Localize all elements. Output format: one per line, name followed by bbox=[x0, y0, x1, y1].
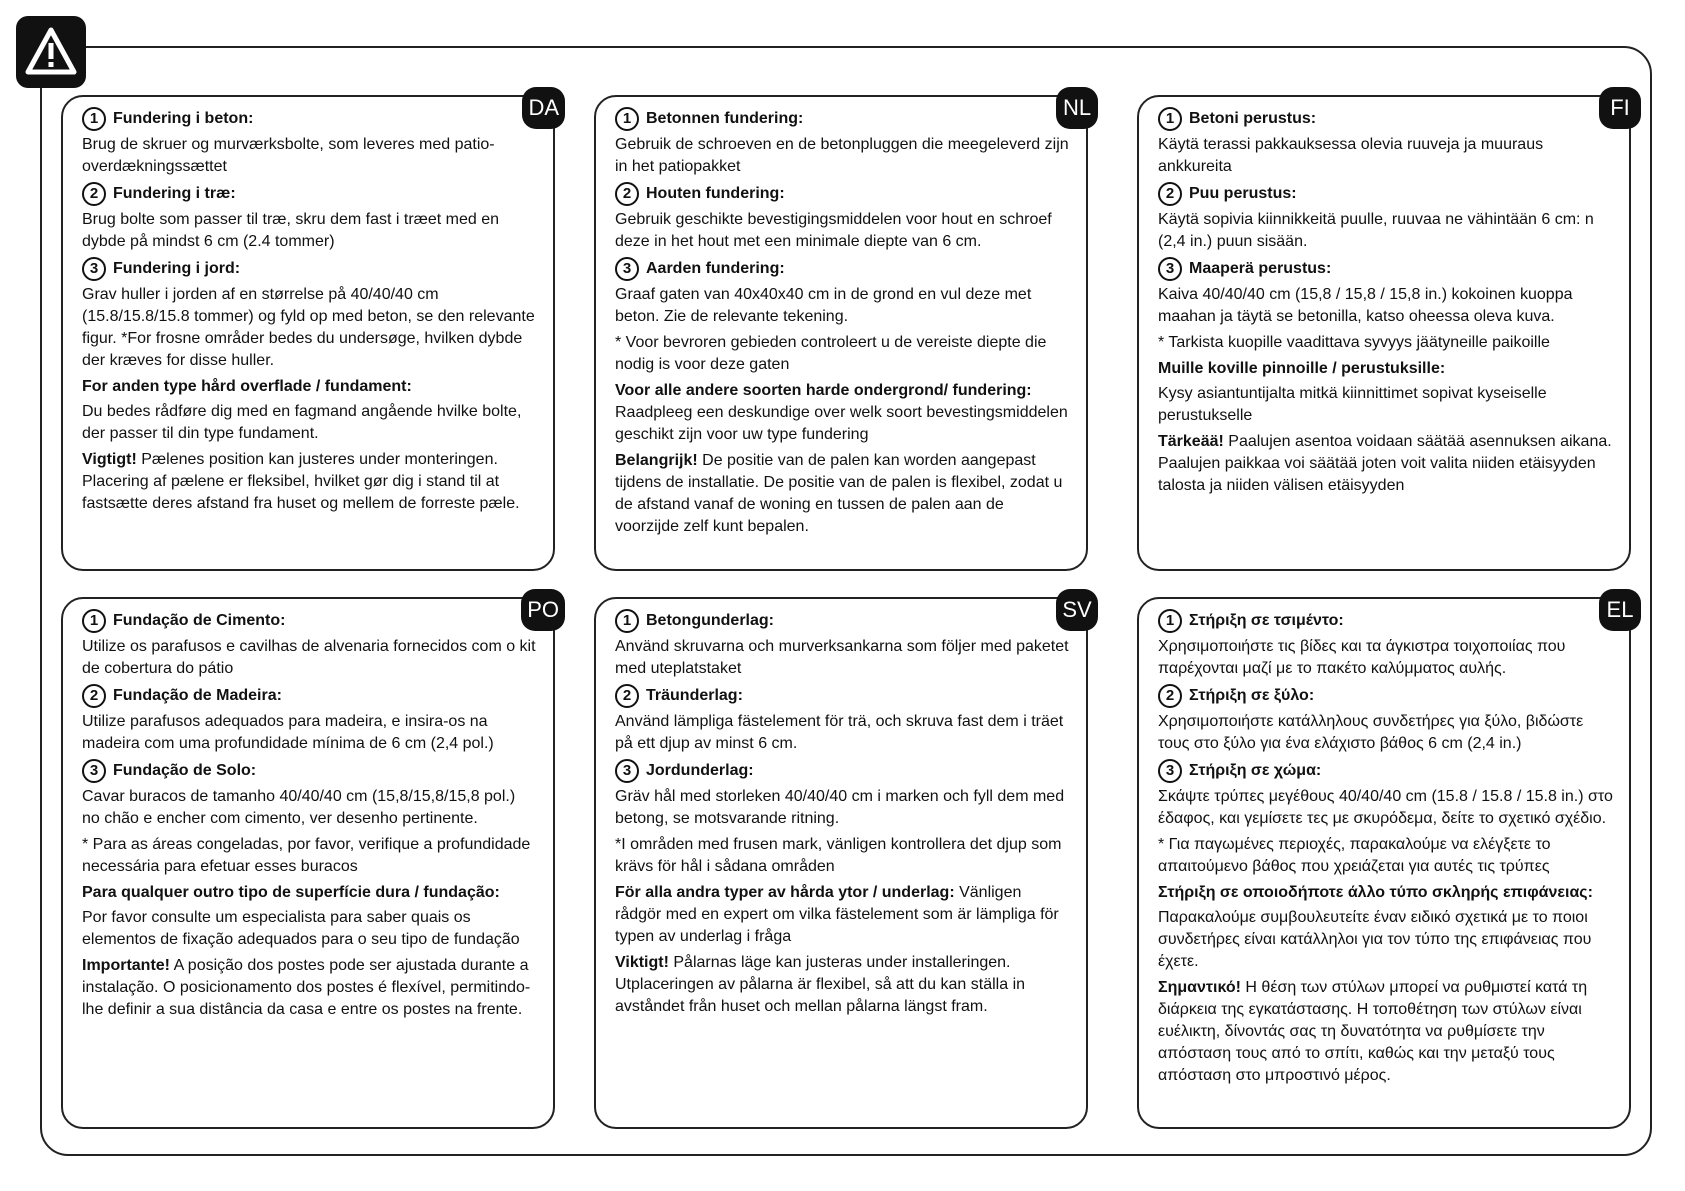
step-number: 3 bbox=[1158, 257, 1182, 281]
step-number: 2 bbox=[82, 684, 106, 708]
language-badge: DA bbox=[522, 87, 565, 129]
section-heading bbox=[82, 759, 537, 783]
section-heading bbox=[615, 609, 1070, 633]
panel-da bbox=[61, 95, 559, 571]
important-note bbox=[615, 450, 1070, 538]
section-title: Fundering i jord: bbox=[113, 260, 241, 277]
section-title: Στήριξη σε τσιμέντο: bbox=[1189, 612, 1344, 629]
section-text: Käytä terassi pakkauksessa olevia ruuveja ja muuraus ankkureita bbox=[1158, 136, 1544, 175]
section-heading bbox=[615, 759, 1070, 783]
section-title: Betongunderlag: bbox=[646, 612, 774, 629]
language-badge: EL bbox=[1599, 589, 1641, 631]
section-heading bbox=[82, 684, 537, 708]
section-heading bbox=[1158, 609, 1613, 633]
frost-note: * Para as áreas congeladas, por favor, verifique a profundidade necessária para efetuar esses buracos bbox=[82, 836, 531, 875]
step-number: 3 bbox=[615, 759, 639, 783]
section-heading bbox=[82, 257, 537, 281]
section-title: Στήριξη σε χώμα: bbox=[1189, 762, 1322, 779]
section-text: Χρησιμοποιήστε κατάλληλους συνδετήρες για ξύλο, βιδώστε τους στο ξύλο για ένα ελάχιστο βάθος 6 cm (2,4 in.) bbox=[1158, 713, 1584, 752]
other-surface-heading: För alla andra typer av hårda ytor / underlag: bbox=[615, 884, 955, 901]
section-heading bbox=[615, 107, 1070, 131]
other-surface-heading: Στήριξη σε οποιοδήποτε άλλο τύπο σκληρής επιφάνειας: bbox=[1158, 884, 1593, 901]
section-title: Fundering i træ: bbox=[113, 185, 236, 202]
section-text: Brug bolte som passer til træ, skru dem fast i træet med en dybde på mindst 6 cm (2.4 tommer) bbox=[82, 211, 500, 250]
section-title: Aarden fundering: bbox=[646, 260, 785, 277]
section-heading bbox=[1158, 182, 1613, 206]
step-number: 1 bbox=[82, 107, 106, 131]
important-label: Viktigt! bbox=[615, 954, 669, 971]
step-number: 3 bbox=[615, 257, 639, 281]
section-text: Grav huller i jorden af en størrelse på 40/40/40 cm (15.8/15.8/15.8 tommer) og fyld op med beton, se den relevante figur. *For frosne områder bedes du undersøge, hvilken dybde der kræves for disse huller. bbox=[82, 286, 535, 369]
other-surface-text: Kysy asiantuntijalta mitkä kiinnittimet sopivat kyseiselle perustukselle bbox=[1158, 385, 1547, 424]
step-number: 1 bbox=[615, 107, 639, 131]
important-label: Σημαντικό! bbox=[1158, 979, 1241, 996]
section-heading bbox=[1158, 684, 1613, 708]
other-surface-text: Du bedes rådføre dig med en fagmand angående hvilke bolte, der passer til din type fundament. bbox=[82, 403, 522, 442]
section-title: Στήριξη σε ξύλο: bbox=[1189, 687, 1315, 704]
step-number: 3 bbox=[1158, 759, 1182, 783]
section-title: Fundação de Solo: bbox=[113, 762, 257, 779]
frost-note: * Tarkista kuopille vaadittava syvyys jäätyneille paikoille bbox=[1158, 334, 1550, 351]
section-title: Betoni perustus: bbox=[1189, 110, 1317, 127]
frost-note: * Voor bevroren gebieden controleert u de vereiste diepte die nodig is voor deze gaten bbox=[615, 334, 1047, 373]
language-badge: NL bbox=[1056, 87, 1098, 129]
other-surface-heading: Voor alle andere soorten harde ondergrond/ fundering: bbox=[615, 382, 1032, 399]
section-heading bbox=[1158, 759, 1613, 783]
other-surface-text: Παρακαλούμε συμβουλευτείτε έναν ειδικό σχετικά με το ποιοι συνδετήρες είναι κατάλληλοι για τον τύπο της επιφάνειας που έχετε. bbox=[1158, 909, 1592, 970]
step-number: 1 bbox=[1158, 609, 1182, 633]
important-text: Pålarnas läge kan justeras under installeringen. Utplaceringen av pålarna är flexibel, så att du kan ställa in avståndet från huset och mellan pålarna längst fram. bbox=[615, 954, 1026, 1015]
important-label: Importante! bbox=[82, 957, 170, 974]
section-heading bbox=[82, 107, 537, 131]
section-heading bbox=[82, 182, 537, 206]
panel-el bbox=[1137, 597, 1634, 1129]
step-number: 1 bbox=[1158, 107, 1182, 131]
panel-nl bbox=[594, 95, 1092, 571]
section-heading bbox=[1158, 257, 1613, 281]
section-title: Maaperä perustus: bbox=[1189, 260, 1332, 277]
section-title: Fundação de Madeira: bbox=[113, 687, 282, 704]
section-title: Träunderlag: bbox=[646, 687, 743, 704]
other-surface-text: Vänligen rådgör med en expert om vilka fästelement som är lämpliga för typen av underlag i fråga bbox=[615, 884, 1059, 945]
frost-note: *I områden med frusen mark, vänligen kontrollera det djup som krävs för hål i sådana områden bbox=[615, 836, 1062, 875]
section-text: Gebruik de schroeven en de betonpluggen die meegeleverd zijn in het patiopakket bbox=[615, 136, 1069, 175]
important-text: De positie van de palen kan worden aangepast tijdens de installatie. De positie van de palen is flexibel, zodat u de afstand vanaf de woning en tussen de palen aan de voorzijde zelf kunt bepalen. bbox=[615, 452, 1063, 535]
other-surface-text: Raadpleeg een deskundige over welk soort bevestingsmiddelen geschikt zijn voor uw type fundering bbox=[615, 404, 1068, 443]
language-badge: FI bbox=[1599, 87, 1641, 129]
section-text: Kaiva 40/40/40 cm (15,8 / 15,8 / 15,8 in.) kokoinen kuoppa maahan ja täytä se betonilla, katso oheessa oleva kuva. bbox=[1158, 286, 1573, 325]
section-title: Betonnen fundering: bbox=[646, 110, 804, 127]
step-number: 1 bbox=[82, 609, 106, 633]
section-text: Cavar buracos de tamanho 40/40/40 cm (15,8/15,8/15,8 pol.) no chão e encher com cimento, ver desenho pertinente. bbox=[82, 788, 516, 827]
important-note bbox=[1158, 431, 1613, 497]
step-number: 2 bbox=[1158, 684, 1182, 708]
other-surface-block bbox=[615, 380, 1070, 446]
section-heading bbox=[82, 609, 537, 633]
section-text: Brug de skruer og murværksbolte, som leveres med patio-overdækningssættet bbox=[82, 136, 495, 175]
section-title: Houten fundering: bbox=[646, 185, 785, 202]
other-surface-heading: For anden type hård overflade / fundament: bbox=[82, 378, 412, 395]
other-surface-heading: Muille koville pinnoille / perustuksille: bbox=[1158, 360, 1446, 377]
step-number: 3 bbox=[82, 257, 106, 281]
important-note bbox=[615, 952, 1070, 1018]
important-text: Pælenes position kan justeres under monteringen. Placering af pælene er fleksibel, hvilket gør dig i stand til at fastsætte deres afstand fra huset og mellem de forreste pæle. bbox=[82, 451, 520, 512]
section-text: Gebruik geschikte bevestigingsmiddelen voor hout en schroef deze in het hout met een minimale diepte van 6 cm. bbox=[615, 211, 1052, 250]
section-text: Χρησιμοποιήστε τις βίδες και τα άγκιστρα τοιχοποιίας που παρέχονται μαζί με το πακέτο καλύμματος αυλής. bbox=[1158, 638, 1566, 677]
panel-po bbox=[61, 597, 559, 1129]
important-note bbox=[82, 449, 537, 515]
important-text: Paalujen asentoa voidaan säätää asennuksen aikana. Paalujen paikkaa voi säätää joten voit valita niiden etäisyyden talosta ja niiden välisen etäisyyden bbox=[1158, 433, 1612, 494]
step-number: 1 bbox=[615, 609, 639, 633]
step-number: 2 bbox=[615, 182, 639, 206]
important-text: Η θέση των στύλων μπορεί να ρυθμιστεί κατά τη διάρκεια της εγκατάστασης. Η τοποθέτηση των στύλων είναι ευέλικτη, δίνοντάς σας τη δυνατότητα να ρυθμίσετε την απόσταση τους από το σπίτι, καθώς και την μεταξύ τους απόσταση στο μπροστινό μέρος. bbox=[1158, 979, 1588, 1084]
language-badge: SV bbox=[1056, 589, 1098, 631]
other-surface-heading: Para qualquer outro tipo de superfície dura / fundação: bbox=[82, 884, 500, 901]
section-text: Använd skruvarna och murverksankarna som följer med paketet med uteplatstaket bbox=[615, 638, 1069, 677]
section-heading bbox=[615, 257, 1070, 281]
section-title: Fundering i beton: bbox=[113, 110, 254, 127]
language-badge: PO bbox=[521, 589, 565, 631]
important-note bbox=[82, 955, 537, 1021]
section-text: Utilize parafusos adequados para madeira, e insira-os na madeira com uma profundidade mínima de 6 cm (2,4 pol.) bbox=[82, 713, 494, 752]
section-heading bbox=[1158, 107, 1613, 131]
step-number: 2 bbox=[1158, 182, 1182, 206]
step-number: 2 bbox=[615, 684, 639, 708]
warning-triangle-icon bbox=[16, 16, 86, 88]
section-title: Jordunderlag: bbox=[646, 762, 754, 779]
other-surface-text: Por favor consulte um especialista para saber quais os elementos de fixação adequados para o seu tipo de fundação bbox=[82, 909, 520, 948]
section-text: Graaf gaten van 40x40x40 cm in de grond en vul deze met beton. Zie de relevante tekening. bbox=[615, 286, 1032, 325]
section-text: Gräv hål med storleken 40/40/40 cm i marken och fyll dem med betong, se motsvarande ritning. bbox=[615, 788, 1065, 827]
section-text: Utilize os parafusos e cavilhas de alvenaria fornecidos com o kit de cobertura do pátio bbox=[82, 638, 536, 677]
section-text: Käytä sopivia kiinnikkeitä puulle, ruuvaa ne vähintään 6 cm: n (2,4 in.) puun sisään. bbox=[1158, 211, 1594, 250]
step-number: 2 bbox=[82, 182, 106, 206]
section-title: Puu perustus: bbox=[1189, 185, 1297, 202]
panel-fi bbox=[1137, 95, 1631, 571]
section-title: Fundação de Cimento: bbox=[113, 612, 286, 629]
step-number: 3 bbox=[82, 759, 106, 783]
panel-sv bbox=[594, 597, 1092, 1129]
section-heading bbox=[615, 182, 1070, 206]
section-text: Använd lämpliga fästelement för trä, och skruva fast dem i träet på ett djup av minst 6 cm. bbox=[615, 713, 1064, 752]
important-label: Tärkeää! bbox=[1158, 433, 1224, 450]
important-label: Belangrijk! bbox=[615, 452, 698, 469]
important-text: A posição dos postes pode ser ajustada durante a instalação. O posicionamento dos postes é flexível, permitindo-lhe definir a sua distância da casa e entre os postes na frente. bbox=[82, 957, 531, 1018]
section-text: Σκάψτε τρύπες μεγέθους 40/40/40 cm (15.8 / 15.8 / 15.8 in.) στο έδαφος, και γεμίσετε τες με σκυρόδεμα, δείτε το σχετικό σχέδιο. bbox=[1158, 788, 1613, 827]
important-note bbox=[1158, 977, 1613, 1087]
important-label: Vigtigt! bbox=[82, 451, 137, 468]
section-heading bbox=[615, 684, 1070, 708]
frost-note: * Για παγωμένες περιοχές, παρακαλούμε να ελέγξετε το απαιτούμενο βάθος που χρειάζεται για αυτές τις τρύπες bbox=[1158, 836, 1551, 875]
other-surface-block bbox=[615, 882, 1070, 948]
